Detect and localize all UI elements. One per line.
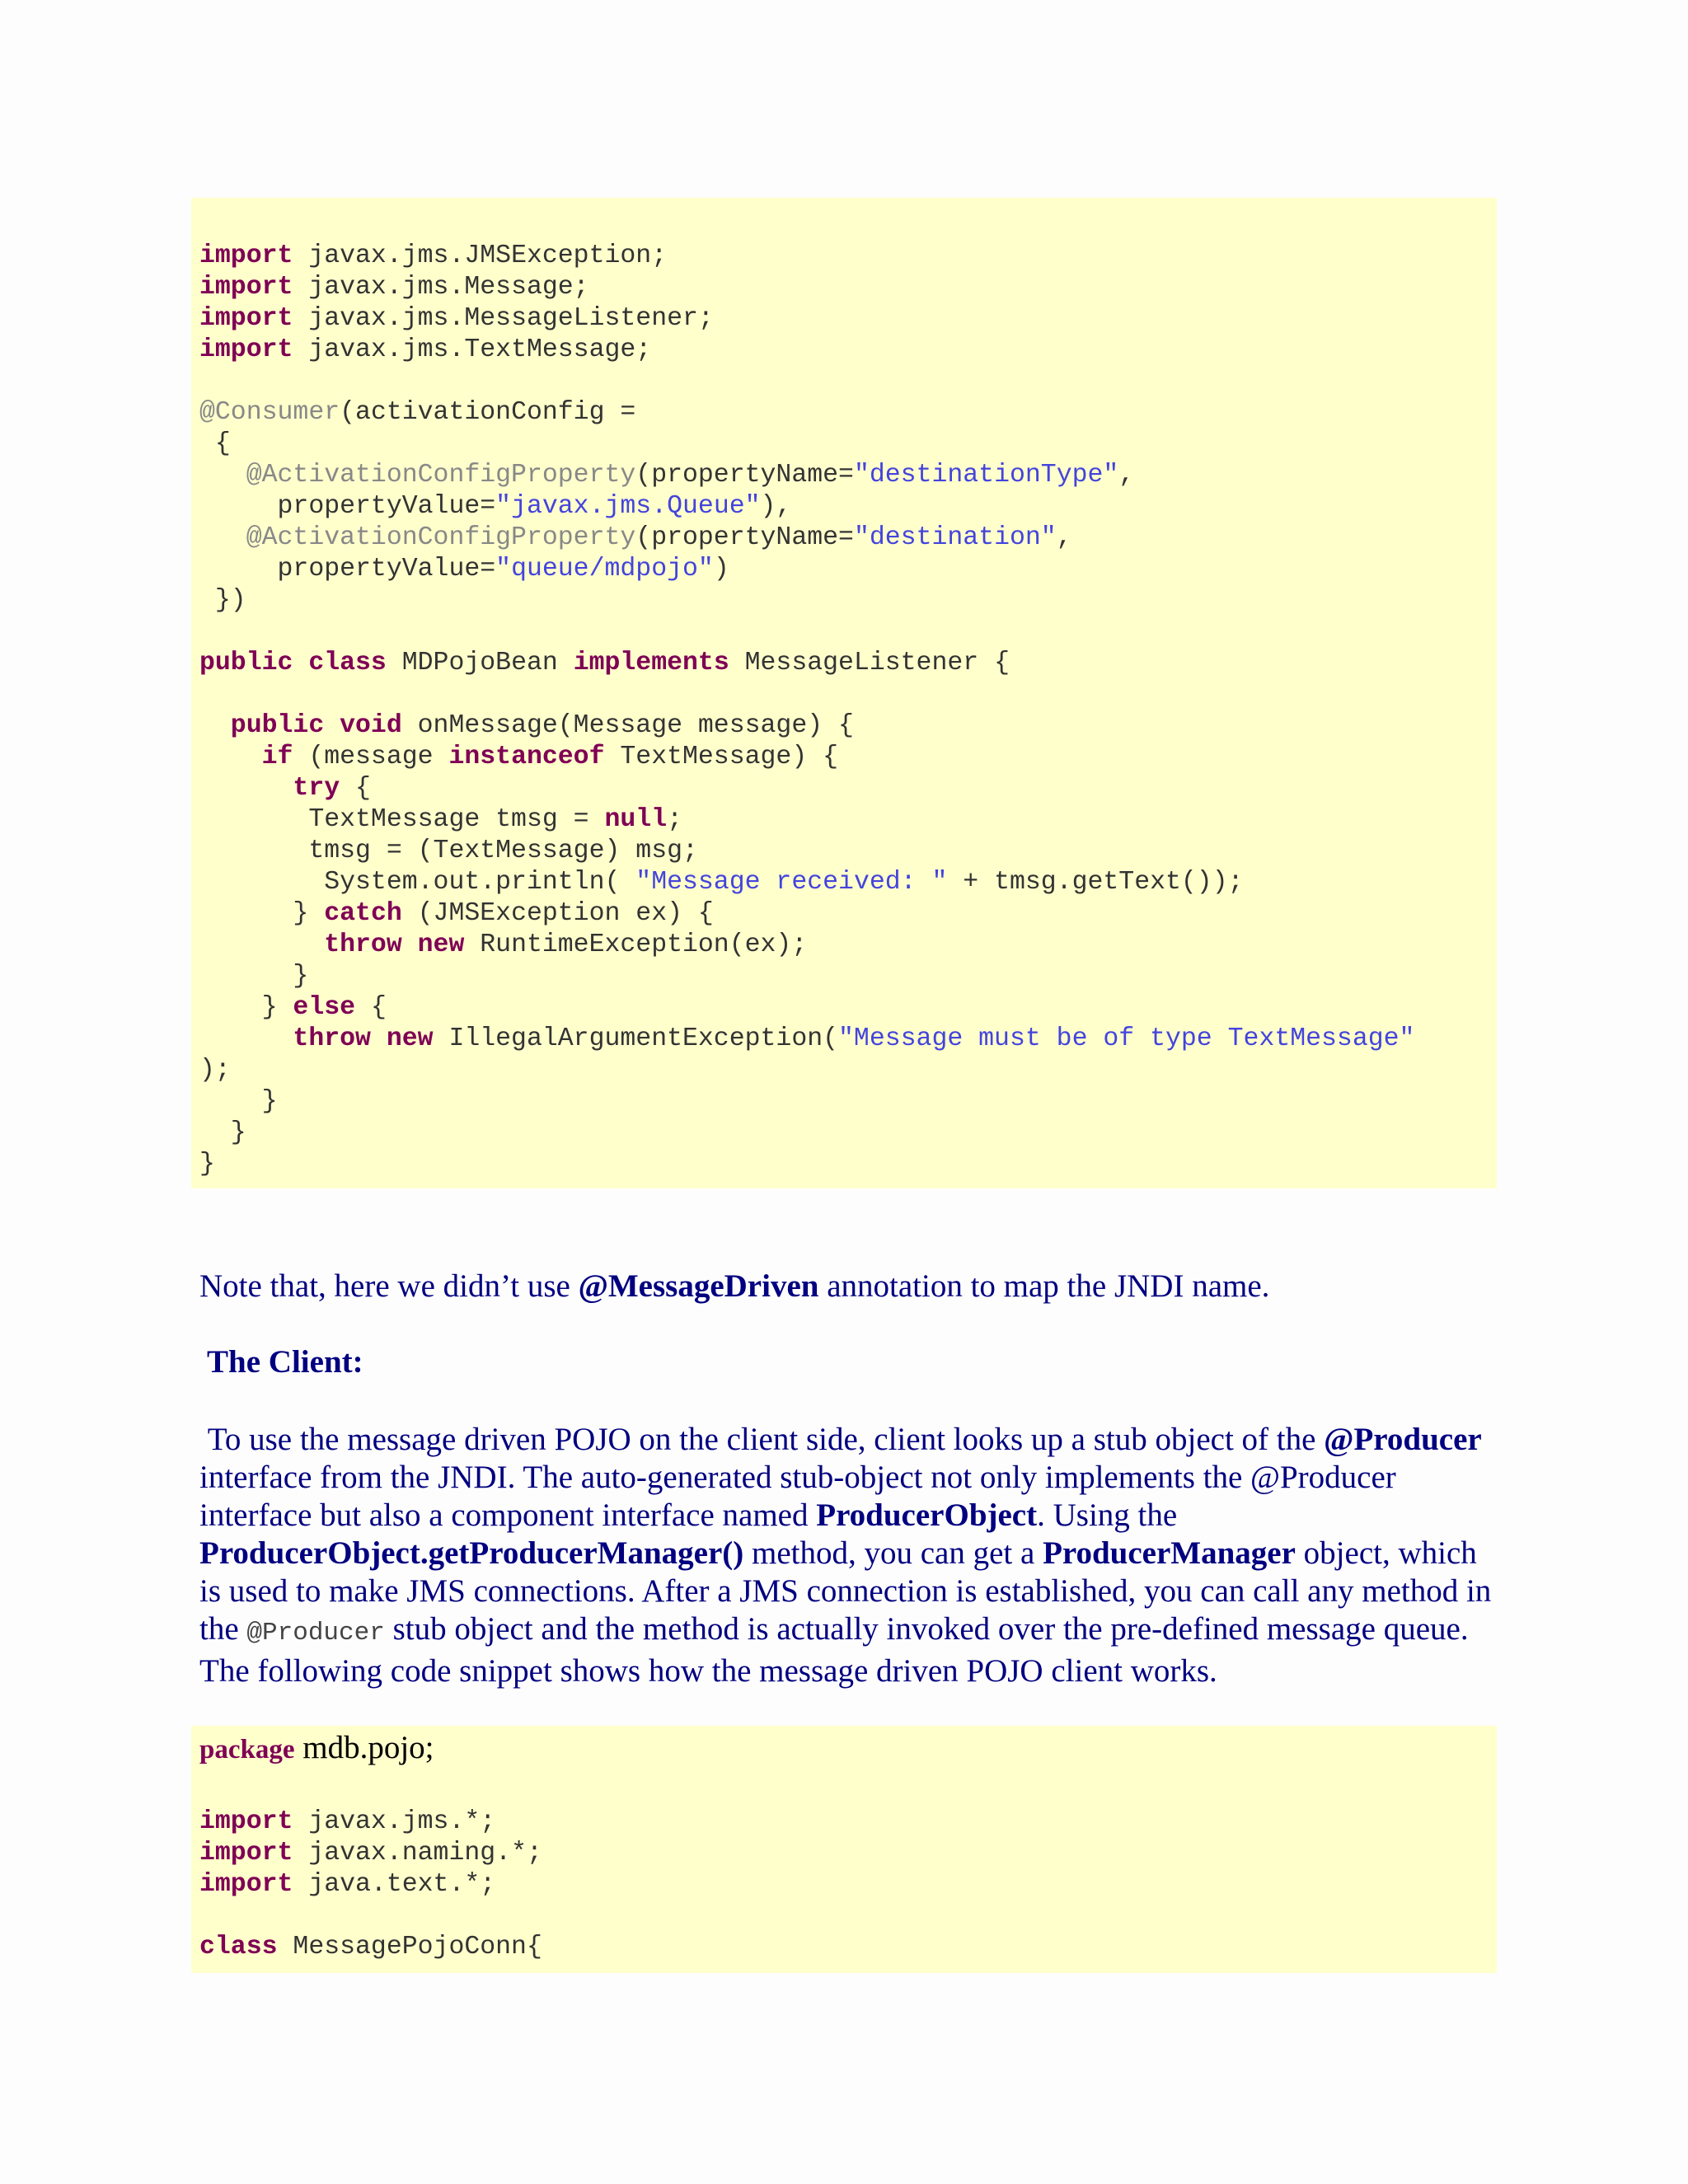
code-token: ) [713, 555, 729, 583]
code-line [199, 1118, 246, 1149]
code-token: onMessage(Message message) { [401, 711, 854, 740]
code-line [199, 867, 1244, 898]
code-line [199, 898, 714, 930]
code-line [199, 804, 682, 836]
code-token: implements [573, 649, 729, 677]
note-bold: @MessageDriven [578, 1268, 819, 1304]
code-token: @ActivationConfigProperty [199, 523, 636, 552]
code-token: class [199, 1933, 278, 1961]
code-token: java.text.*; [293, 1870, 496, 1899]
code-line [199, 554, 729, 585]
code-line [199, 491, 791, 523]
code-token: javax.jms.MessageListener; [293, 304, 714, 333]
code-token: { [355, 993, 387, 1022]
code-token: (message [293, 743, 449, 771]
code-token: (activationConfig = [340, 398, 636, 427]
code-token: }) [199, 586, 246, 615]
paragraph-text: To use the message driven POJO on the client side, client looks up a stub object of the [199, 1422, 1325, 1457]
code-line [199, 523, 1072, 554]
code-token: { [199, 429, 231, 458]
code-line [199, 1807, 495, 1838]
code-token: javax.jms.TextMessage; [293, 335, 652, 364]
code-token: import [199, 304, 293, 333]
code-token: import [199, 1807, 293, 1836]
code-line [199, 241, 667, 272]
code-line [199, 1149, 215, 1180]
code-line [199, 460, 1134, 491]
code-token: public void [199, 711, 402, 740]
section-heading: The Client: [199, 1344, 363, 1380]
code-token: } [199, 1150, 215, 1179]
code-line [199, 992, 387, 1024]
code-token: , [1118, 461, 1135, 490]
code-token: import [199, 241, 293, 270]
code-token: } [199, 899, 325, 928]
code-token: @Consumer [199, 398, 340, 427]
code-token: "Message must be of type TextMessage" [838, 1024, 1415, 1053]
paragraph-text: object, which is used to make JMS connections. After a JMS connection is established, you can call any method in the [199, 1535, 1492, 1647]
code-token: propertyValue= [199, 555, 496, 583]
code-line [199, 648, 1010, 679]
note-text-end: annotation to map the JNDI name. [818, 1268, 1270, 1304]
code-token: } [199, 962, 309, 991]
code-line [199, 930, 807, 961]
code-line [199, 272, 589, 303]
code-token: "queue/mdpojo" [495, 555, 714, 583]
code-token: javax.jms.*; [293, 1807, 496, 1836]
code-token: , [1056, 523, 1072, 552]
code-token: public class [199, 649, 387, 677]
paragraph-bold: ProducerObject [816, 1497, 1038, 1533]
code-token: tmsg = (TextMessage) msg; [199, 837, 698, 865]
code-token: MessageListener { [729, 649, 1010, 677]
code-token: try [199, 774, 340, 803]
code-block-2 [191, 1726, 1497, 1973]
note-paragraph [199, 1268, 1502, 1305]
code-line [199, 710, 854, 742]
code-line [199, 303, 714, 335]
code-token: MDPojoBean [386, 649, 574, 677]
note-text: Note that, here we didn’t use [199, 1268, 579, 1304]
code-token: import [199, 273, 293, 302]
paragraph-text: interface from the JNDI. The auto-generated stub-object not only implements the @Producer interface but also a component interface named [199, 1460, 1396, 1533]
code-token: ), [760, 492, 792, 521]
code-line [199, 585, 246, 616]
inline-code: @Producer [246, 1619, 385, 1647]
code-token: instanceof [448, 743, 605, 771]
code-line [199, 1869, 495, 1900]
package-line [199, 1732, 434, 1765]
code-token: import [199, 1870, 293, 1899]
paragraph-bold: ProducerObject.getProducerManager() [199, 1535, 744, 1571]
code-token: RuntimeException(ex); [464, 930, 808, 959]
code-token: throw new [199, 930, 465, 959]
code-token: { [340, 774, 371, 803]
code-token: ); [199, 1056, 231, 1085]
paragraph-text: stub object and the method is actually invoked over the pre-defined message queue. The following code snippet shows how the message driven POJO client works. [199, 1611, 1469, 1689]
package-name: mdb.pojo; [294, 1730, 434, 1765]
code-line [199, 1086, 278, 1118]
code-line [199, 1024, 1414, 1055]
code-token: import [199, 1839, 293, 1868]
code-token: throw new [199, 1024, 434, 1053]
code-token: "destination" [853, 523, 1057, 552]
code-token: if [199, 743, 293, 771]
code-token: (JMSException ex) { [401, 899, 714, 928]
code-token: "javax.jms.Queue" [495, 492, 761, 521]
paragraph-text: method, you can get a [743, 1535, 1043, 1571]
code-line [199, 397, 635, 429]
package-keyword: package [199, 1735, 295, 1765]
code-token: MessagePojoConn{ [277, 1933, 542, 1961]
code-block-1 [191, 198, 1497, 1188]
code-token: javax.jms.JMSException; [293, 241, 668, 270]
code-token: import [199, 335, 293, 364]
code-token: } [199, 993, 293, 1022]
code-token: else [293, 993, 356, 1022]
code-token: } [199, 1118, 246, 1147]
paragraph-bold: @Producer [1324, 1422, 1482, 1457]
code-token: TextMessage tmsg = [199, 805, 605, 834]
code-token: (propertyName= [635, 523, 854, 552]
code-line [199, 836, 698, 867]
code-token: javax.naming.*; [293, 1839, 542, 1868]
paragraph-text: . Using the [1037, 1497, 1178, 1533]
code-line [199, 429, 231, 460]
code-token: IllegalArgumentException( [433, 1024, 839, 1053]
code-line [199, 773, 371, 804]
client-paragraph [199, 1421, 1502, 1690]
code-token: catch [324, 899, 402, 928]
code-line [199, 1055, 231, 1086]
code-line [199, 961, 308, 992]
code-token: ; [667, 805, 683, 834]
code-line [199, 335, 651, 366]
code-token: "destinationType" [853, 461, 1119, 490]
code-token: (propertyName= [635, 461, 854, 490]
code-token: @ActivationConfigProperty [199, 461, 636, 490]
code-line [199, 742, 838, 773]
paragraph-bold: ProducerManager [1043, 1535, 1296, 1571]
code-token: } [199, 1087, 278, 1116]
code-line [199, 1838, 542, 1869]
code-token: null [604, 805, 668, 834]
code-token: javax.jms.Message; [293, 273, 589, 302]
code-token: TextMessage) { [604, 743, 839, 771]
code-token: System.out.println( [199, 868, 636, 897]
code-token: + tmsg.getText()); [947, 868, 1244, 897]
code-token: "Message received: " [635, 868, 948, 897]
code-line [199, 1932, 542, 1963]
code-token: propertyValue= [199, 492, 496, 521]
